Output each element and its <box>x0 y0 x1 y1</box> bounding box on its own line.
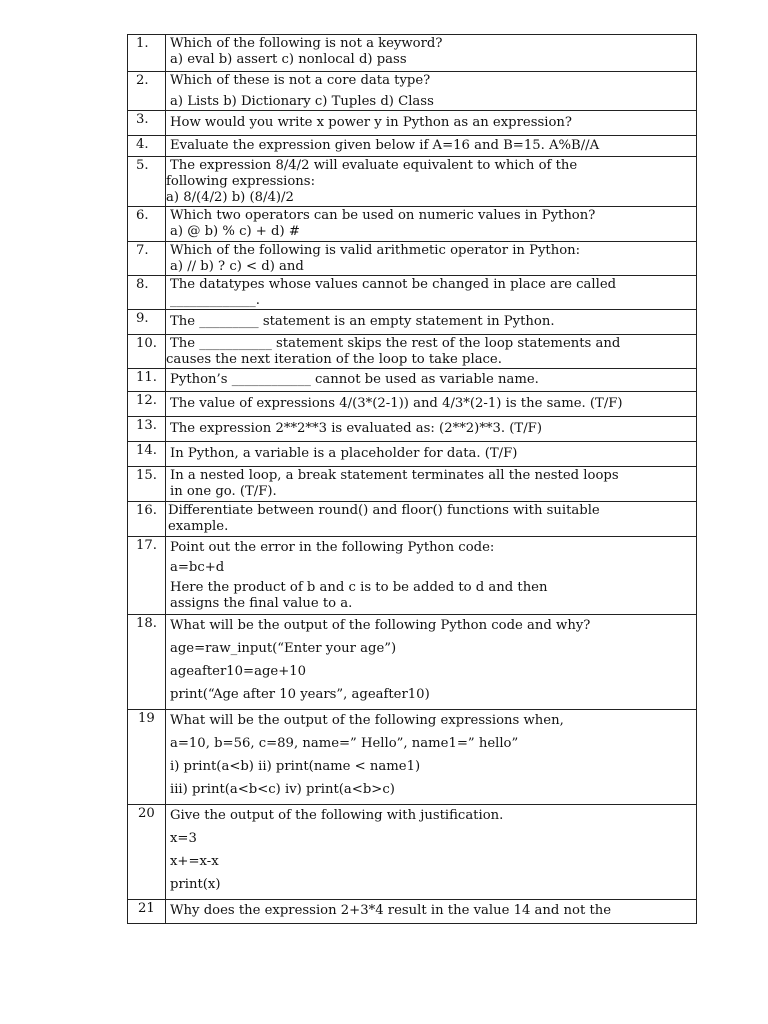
question-row <box>128 207 697 242</box>
code-line: x=3 <box>170 831 197 846</box>
question-line: What will be the output of the following Python code and why? <box>170 618 591 633</box>
question-number: 21 <box>128 900 166 924</box>
question-number: 10. <box>128 335 166 369</box>
question-row <box>128 276 697 310</box>
answer-options: a) @ b) % c) + d) # <box>170 224 300 239</box>
question-number: 17. <box>128 537 166 615</box>
question-row <box>128 710 697 805</box>
question-line: Python’s ____________ cannot be used as variable name. <box>170 372 539 387</box>
question-number: 4. <box>128 136 166 157</box>
question-text <box>166 369 697 392</box>
question-text <box>166 310 697 335</box>
answer-options: a) 8/(4/2) b) (8/4)/2 <box>166 190 294 205</box>
question-row <box>128 417 697 442</box>
question-row <box>128 467 697 502</box>
question-row <box>128 900 697 924</box>
question-row <box>128 615 697 710</box>
question-number: 3. <box>128 111 166 136</box>
code-line: iii) print(a<b<c) iv) print(a<b>c) <box>170 782 395 797</box>
question-line: The ___________ statement skips the rest of the loop statements and <box>170 336 621 351</box>
question-line: In a nested loop, a break statement terminates all the nested loops <box>170 468 619 483</box>
code-line: print(x) <box>170 877 221 892</box>
question-line: Which of the following is valid arithmetic operator in Python: <box>170 243 581 258</box>
question-line: assigns the final value to a. <box>170 596 353 611</box>
question-line: In Python, a variable is a placeholder for data. (T/F) <box>170 446 518 461</box>
question-number: 1. <box>128 35 166 72</box>
question-number: 20 <box>128 805 166 900</box>
question-line: Which of the following is not a keyword? <box>170 36 443 51</box>
question-line: Evaluate the expression given below if A=16 and B=15. A%B//A <box>170 138 600 153</box>
question-number: 16. <box>128 502 166 537</box>
answer-options: a) Lists b) Dictionary c) Tuples d) Class <box>170 94 434 109</box>
code-line: a=bc+d <box>170 560 225 575</box>
question-line: Which two operators can be used on numeric values in Python? <box>170 208 596 223</box>
question-row <box>128 537 697 615</box>
code-line: ageafter10=age+10 <box>170 664 307 679</box>
question-line: Here the product of b and c is to be added to d and then <box>170 580 548 595</box>
question-line: Differentiate between round() and floor() functions with suitable <box>168 503 600 518</box>
question-text <box>166 72 697 111</box>
question-row <box>128 335 697 369</box>
question-text <box>166 157 697 207</box>
question-line: How would you write x power y in Python as an expression? <box>170 115 572 130</box>
question-number: 19 <box>128 710 166 805</box>
question-text <box>166 35 697 72</box>
question-text <box>166 467 697 502</box>
code-line: i) print(a<b) ii) print(name < name1) <box>170 759 421 774</box>
question-row <box>128 392 697 417</box>
question-line: Point out the error in the following Python code: <box>170 540 495 555</box>
question-number: 8. <box>128 276 166 310</box>
question-text <box>166 537 697 615</box>
question-number: 9. <box>128 310 166 335</box>
code-line: print(“Age after 10 years”, ageafter10) <box>170 687 430 702</box>
question-number: 18. <box>128 615 166 710</box>
question-text <box>166 710 697 805</box>
question-row <box>128 72 697 111</box>
question-text <box>166 335 697 369</box>
question-line: The expression 2**2**3 is evaluated as: (2**2)**3. (T/F) <box>170 421 542 436</box>
question-row <box>128 35 697 72</box>
question-line: The _________ statement is an empty statement in Python. <box>170 314 555 329</box>
question-text <box>166 242 697 276</box>
question-number: 5. <box>128 157 166 207</box>
question-text <box>166 207 697 242</box>
question-row <box>128 310 697 335</box>
question-row <box>128 369 697 392</box>
question-number: 11. <box>128 369 166 392</box>
question-text <box>166 442 697 467</box>
question-text <box>166 392 697 417</box>
question-row <box>128 157 697 207</box>
question-text <box>166 417 697 442</box>
question-text <box>166 615 697 710</box>
code-line: x+=x-x <box>170 854 219 869</box>
question-text <box>166 111 697 136</box>
question-text <box>166 900 697 924</box>
question-line: Which of these is not a core data type? <box>170 73 431 88</box>
code-line: age=raw_input(“Enter your age”) <box>170 641 397 656</box>
question-number: 2. <box>128 72 166 111</box>
question-line: The value of expressions 4/(3*(2-1)) and 4/3*(2-1) is the same. (T/F) <box>170 396 623 411</box>
question-line: What will be the output of the following expressions when, <box>170 713 564 728</box>
question-row <box>128 111 697 136</box>
question-line: example. <box>168 519 229 534</box>
question-line: Give the output of the following with justification. <box>170 808 504 823</box>
question-number: 15. <box>128 467 166 502</box>
question-number: 7. <box>128 242 166 276</box>
question-row <box>128 442 697 467</box>
question-text <box>166 136 697 157</box>
question-row <box>128 242 697 276</box>
question-number: 6. <box>128 207 166 242</box>
question-number: 14. <box>128 442 166 467</box>
question-line: causes the next iteration of the loop to take place. <box>166 352 502 367</box>
question-line: in one go. (T/F). <box>170 484 277 499</box>
answer-options: a) // b) ? c) < d) and <box>170 259 304 274</box>
question-line: Why does the expression 2+3*4 result in the value 14 and not the <box>170 903 612 918</box>
question-row <box>128 136 697 157</box>
question-line: The expression 8/4/2 will evaluate equivalent to which of the <box>170 158 578 173</box>
question-row <box>128 805 697 900</box>
question-text <box>166 805 697 900</box>
question-number: 12. <box>128 392 166 417</box>
question-table <box>127 34 697 924</box>
question-line: _____________. <box>170 293 260 308</box>
question-text <box>166 502 697 537</box>
question-row <box>128 502 697 537</box>
question-line: The datatypes whose values cannot be changed in place are called <box>170 277 617 292</box>
answer-options: a) eval b) assert c) nonlocal d) pass <box>170 52 407 67</box>
question-line: following expressions: <box>166 174 316 189</box>
question-number: 13. <box>128 417 166 442</box>
question-line: a=10, b=56, c=89, name=” Hello”, name1=” hello” <box>170 736 519 751</box>
question-text <box>166 276 697 310</box>
